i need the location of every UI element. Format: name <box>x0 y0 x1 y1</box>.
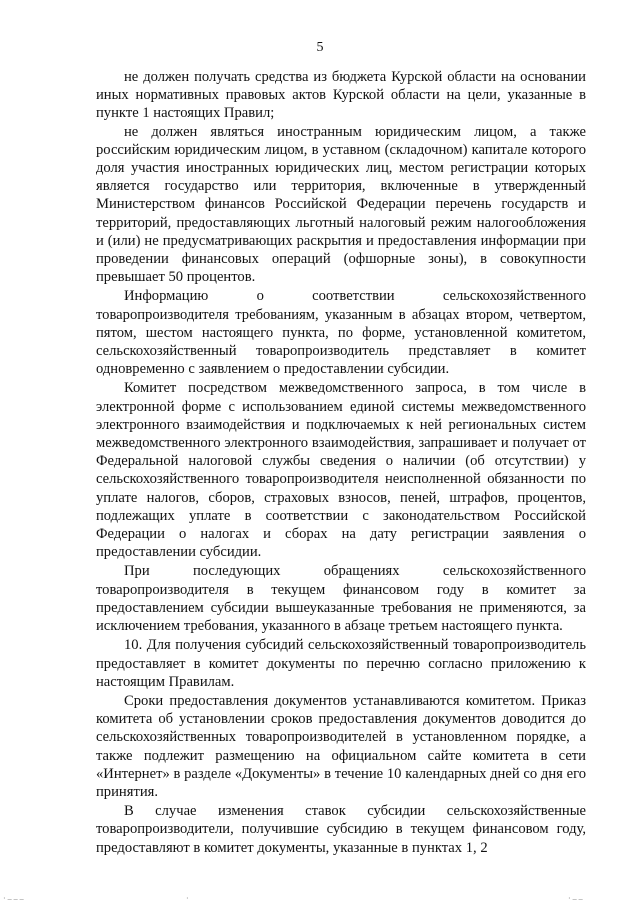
paragraph-compliance-info: Информацию о соответствии сельскохозяйственного товаропроизводителя требованиям, указанным в абзацах втором, четвертом, пятом, шестом настоящего пункта, по форме, установленной комитетом, сельскохозяйственный товаропроизводитель представляет в комитет одновременно с заявлением о предоставлении субсидии. <box>96 288 586 378</box>
paragraph-subsequent-requests: При последующих обращениях сельскохозяйственного товаропроизводителя в текущем финансовом году в комитет за предоставлением субсидии вышеуказанные требования не применяются, за исключением требования, указанного в абзаце третьем настоящего пункта. <box>96 563 586 635</box>
paragraph-interagency-request: Комитет посредством межведомственного запроса, в том числе в электронной форме с использованием единой системы межведомственного электронного взаимодействия и подключаемых к ней региональных систем межведомственного электронного взаимодействия, запрашивает и получает от Федеральной налоговой службы сведения о наличии (об отсутствии) у сельскохозяйственного товаропроизводителя неисполненной обязанности по уплате налогов, сборов, страховых взносов, пеней, штрафов, процентов, подлежащих уплате в соответствии с законодательством Российской Федерации о налогах и сборах на дату регистрации заявления о предоставлении субсидии. <box>96 380 586 561</box>
paragraph-item-10: 10. Для получения субсидий сельскохозяйственный товаропроизводитель предоставляет в комитет документы по перечню согласно приложению к настоящим Правилам. <box>96 637 586 690</box>
paragraph-budget-funds: не должен получать средства из бюджета Курской области на основании иных нормативных правовых актов Курской области на цели, указанные в пункте 1 настоящих Правил; <box>96 69 586 122</box>
footer-mark-middle: · <box>186 894 189 903</box>
paragraph-foreign-entity: не должен являться иностранным юридическим лицом, а также российским юридическим лицом, в уставном (складочном) капитале которого доля участия иностранных юридических лиц, местом регистрации которых является государство или территория, включенные в утвержденный Министерством финансов Российской Федерации перечень государств и территорий, предоставляющих льготный налоговый режим налогообложения и (или) не предусматривающих раскрытия и предоставления информации при проведении финансовых операций (офшорные зоны), в совокупности превышает 50 процентов. <box>96 123 586 286</box>
paragraph-rate-change: В случае изменения ставок субсидии сельскохозяйственные товаропроизводители, получившие субсидию в текущем финансовом году, предоставляют в комитет документы, указанные в пунктах 1, 2 <box>96 803 586 856</box>
paragraph-submission-deadlines: Сроки предоставления документов устанавливаются комитетом. Приказ комитета об установлении сроков предоставления документов доводится до сельскохозяйственных товаропроизводителей в установленном порядке, а также подлежит размещению на официальном сайте комитета в сети «Интернет» в разделе «Документы» в течение 10 календарных дней со дня его принятия. <box>96 692 586 800</box>
page-number: 5 <box>316 40 324 55</box>
footer-mark-right: · – – <box>568 894 583 903</box>
footer-mark-left: · – – – <box>3 894 24 903</box>
document-body <box>96 68 586 857</box>
